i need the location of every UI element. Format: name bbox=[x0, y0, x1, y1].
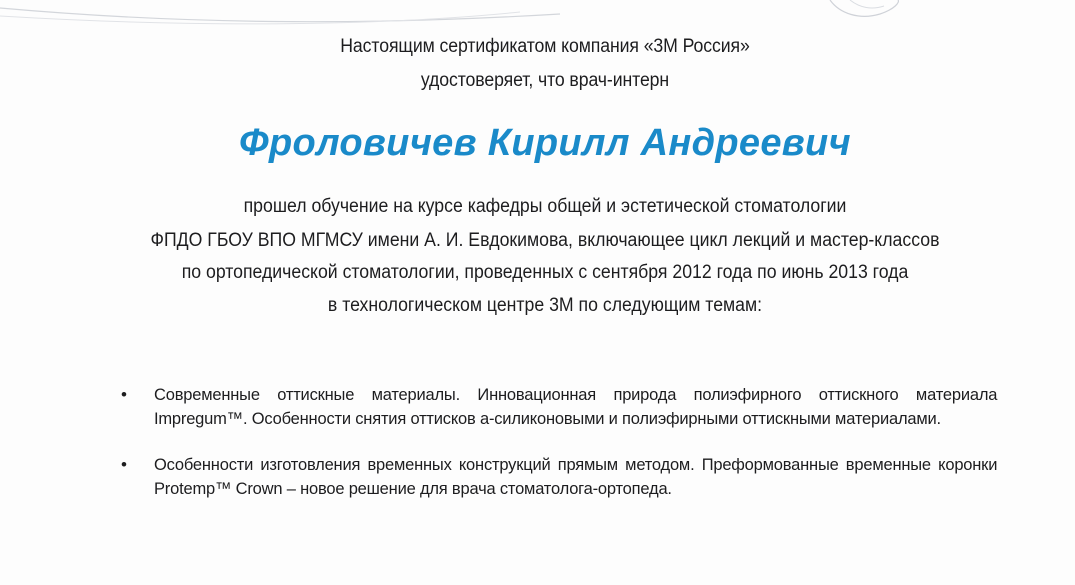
recipient-name: Фроловичев Кирилл Андреевич bbox=[238, 122, 852, 164]
topic-text: Современные оттискные материалы. Инновационная природа полиэфирного оттискного материала Impregum™. Особенности снятия оттисков а-силиконовыми и полиэфирными оттискными материалами. bbox=[154, 385, 998, 428]
topic-item bbox=[118, 453, 998, 501]
topic-item bbox=[118, 383, 998, 431]
bullet-icon: • bbox=[121, 455, 127, 474]
course-line-1: прошел обучение на курсе кафедры общей и эстетической стоматологии bbox=[243, 196, 847, 217]
course-line-3: по ортопедической стоматологии, проведенных с сентября 2012 года по июнь 2013 года bbox=[181, 262, 909, 283]
topic-text: Особенности изготовления временных конструкций прямым методом. Преформованные временные коронки Protemp™ Crown – новое решение для врача стоматолога-ортопеда. bbox=[154, 455, 998, 498]
intro-line-1: Настоящим сертификатом компания «3М Россия» bbox=[340, 36, 750, 57]
decorative-border-swirl bbox=[0, 0, 1075, 30]
intro-line-2: удостоверяет, что врач-интерн bbox=[420, 70, 670, 91]
course-line-2: ФПДО ГБОУ ВПО МГМСУ имени А. И. Евдокимова, включающее цикл лекций и мастер-классов bbox=[150, 230, 940, 251]
course-line-4: в технологическом центре 3М по следующим темам: bbox=[327, 295, 763, 316]
topics-list bbox=[118, 383, 998, 501]
bullet-icon: • bbox=[121, 385, 127, 404]
